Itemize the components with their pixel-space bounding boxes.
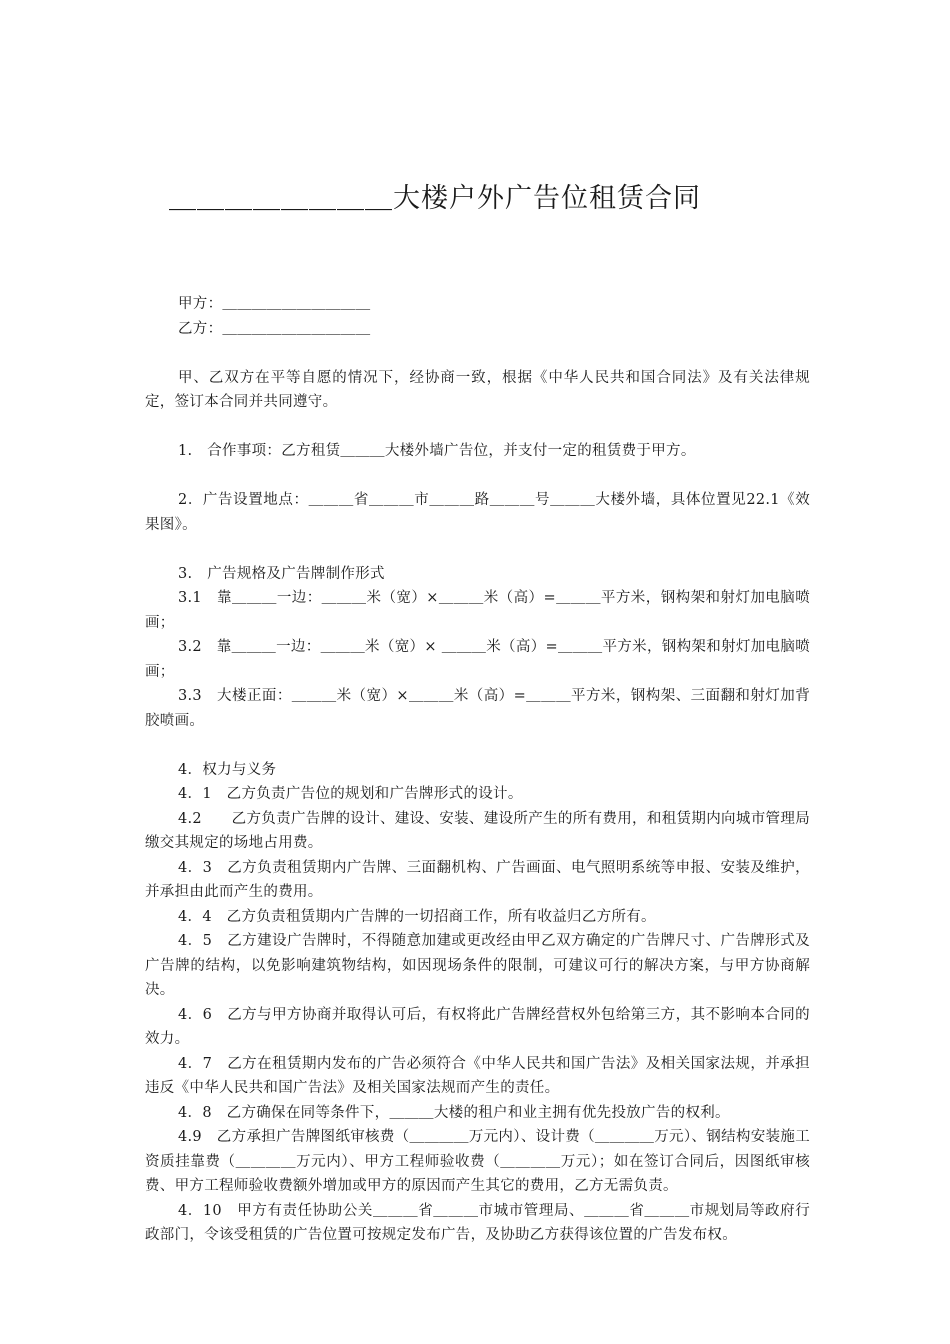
section-4-7: 4．7 乙方在租赁期内发布的广告必须符合《中华人民共和国广告法》及相关国家法规，并承担违反《中华人民共和国广告法》及相关国家法规而产生的责任。	[145, 1055, 810, 1096]
section-4-8: 4．8 乙方确保在同等条件下，＿＿＿大楼的租户和业主拥有优先投放广告的权利。	[178, 1104, 730, 1121]
party-a-line: 甲方：＿＿＿＿＿＿＿＿＿＿	[178, 296, 371, 312]
spacer	[145, 464, 810, 489]
section-4-6: 4．6 乙方与甲方协商并取得认可后，有权将此广告牌经营权外包给第三方，其不影响本合同的效力。	[145, 1006, 810, 1047]
section-4-4: 4．4 乙方负责租赁期内广告牌的一切招商工作，所有收益归乙方所有。	[178, 908, 656, 925]
spacer	[145, 415, 810, 440]
section-4-heading: 4．权力与义务	[178, 761, 277, 778]
section-4-2: 4.2 乙方负责广告牌的设计、建设、安装、建设所产生的所有费用，和租赁期内向城市管理局缴交其规定的场地占用费。	[145, 810, 810, 851]
contract-body	[145, 292, 810, 1248]
section-3-3: 3.3 大楼正面：＿＿＿米（宽）×＿＿＿米（高）=＿＿＿平方米，钢构架、三面翻和射灯加背胶喷画。	[145, 688, 810, 729]
section-4-10: 4．10 甲方有责任协助公关＿＿＿省＿＿＿市城市管理局、＿＿＿省＿＿＿市规划局等政府行政部门，令该受租赁的广告位置可按规定发布广告，及协助乙方获得该位置的广告发布权。	[145, 1202, 810, 1243]
section-3-heading: 3. 广告规格及广告牌制作形式	[178, 565, 385, 582]
section-4-3: 4．3 乙方负责租赁期内广告牌、三面翻机构、广告画面、电气照明系统等申报、安装及维护，并承担由此而产生的费用。	[145, 859, 810, 900]
section-4-1: 4．1 乙方负责广告位的规划和广告牌形式的设计。	[178, 786, 523, 802]
party-b-line: 乙方：＿＿＿＿＿＿＿＿＿＿	[178, 320, 371, 337]
section-3-1: 3.1 靠＿＿＿一边：＿＿＿米（宽）×＿＿＿米（高）=＿＿＿平方米，钢构架和射灯加电脑喷画；	[145, 590, 810, 631]
section-4-5: 4．5 乙方建设广告牌时，不得随意加建或更改经由甲乙双方确定的广告牌尺寸、广告牌形式及广告牌的结构，以免影响建筑物结构，如因现场条件的限制，可建议可行的解决方案，与甲方协商解决。	[145, 933, 810, 998]
section-3-2: 3.2 靠＿＿＿一边：＿＿＿米（宽）× ＿＿＿米（高）=＿＿＿平方米，钢构架和射灯加电脑喷画；	[145, 639, 810, 680]
section-2: 2．广告设置地点：＿＿＿省＿＿＿市＿＿＿路＿＿＿号＿＿＿大楼外墙，具体位置见22.1《效果图》。	[145, 492, 810, 533]
section-1: 1. 合作事项：乙方租赁＿＿＿大楼外墙广告位，并支付一定的租赁费于甲方。	[178, 443, 696, 459]
contract-title: ＿＿＿＿＿＿＿＿大楼户外广告位租赁合同	[169, 183, 701, 214]
spacer	[145, 341, 810, 366]
section-4-9: 4.9 乙方承担广告牌图纸审核费（＿＿＿＿万元内）、设计费（＿＿＿＿万元）、钢结构安装施工资质挂靠费（＿＿＿＿万元内）、甲方工程师验收费（＿＿＿＿万元）；如在签订合同后，因图纸审核费、甲方工程师验收费额外增加或甲方的原因而产生其它的费用，乙方无需负责。	[145, 1129, 810, 1194]
intro-paragraph: 甲、乙双方在平等自愿的情况下，经协商一致，根据《中华人民共和国合同法》及有关法律规定，签订本合同并共同遵守。	[145, 369, 810, 410]
spacer	[145, 733, 810, 758]
spacer	[145, 537, 810, 562]
